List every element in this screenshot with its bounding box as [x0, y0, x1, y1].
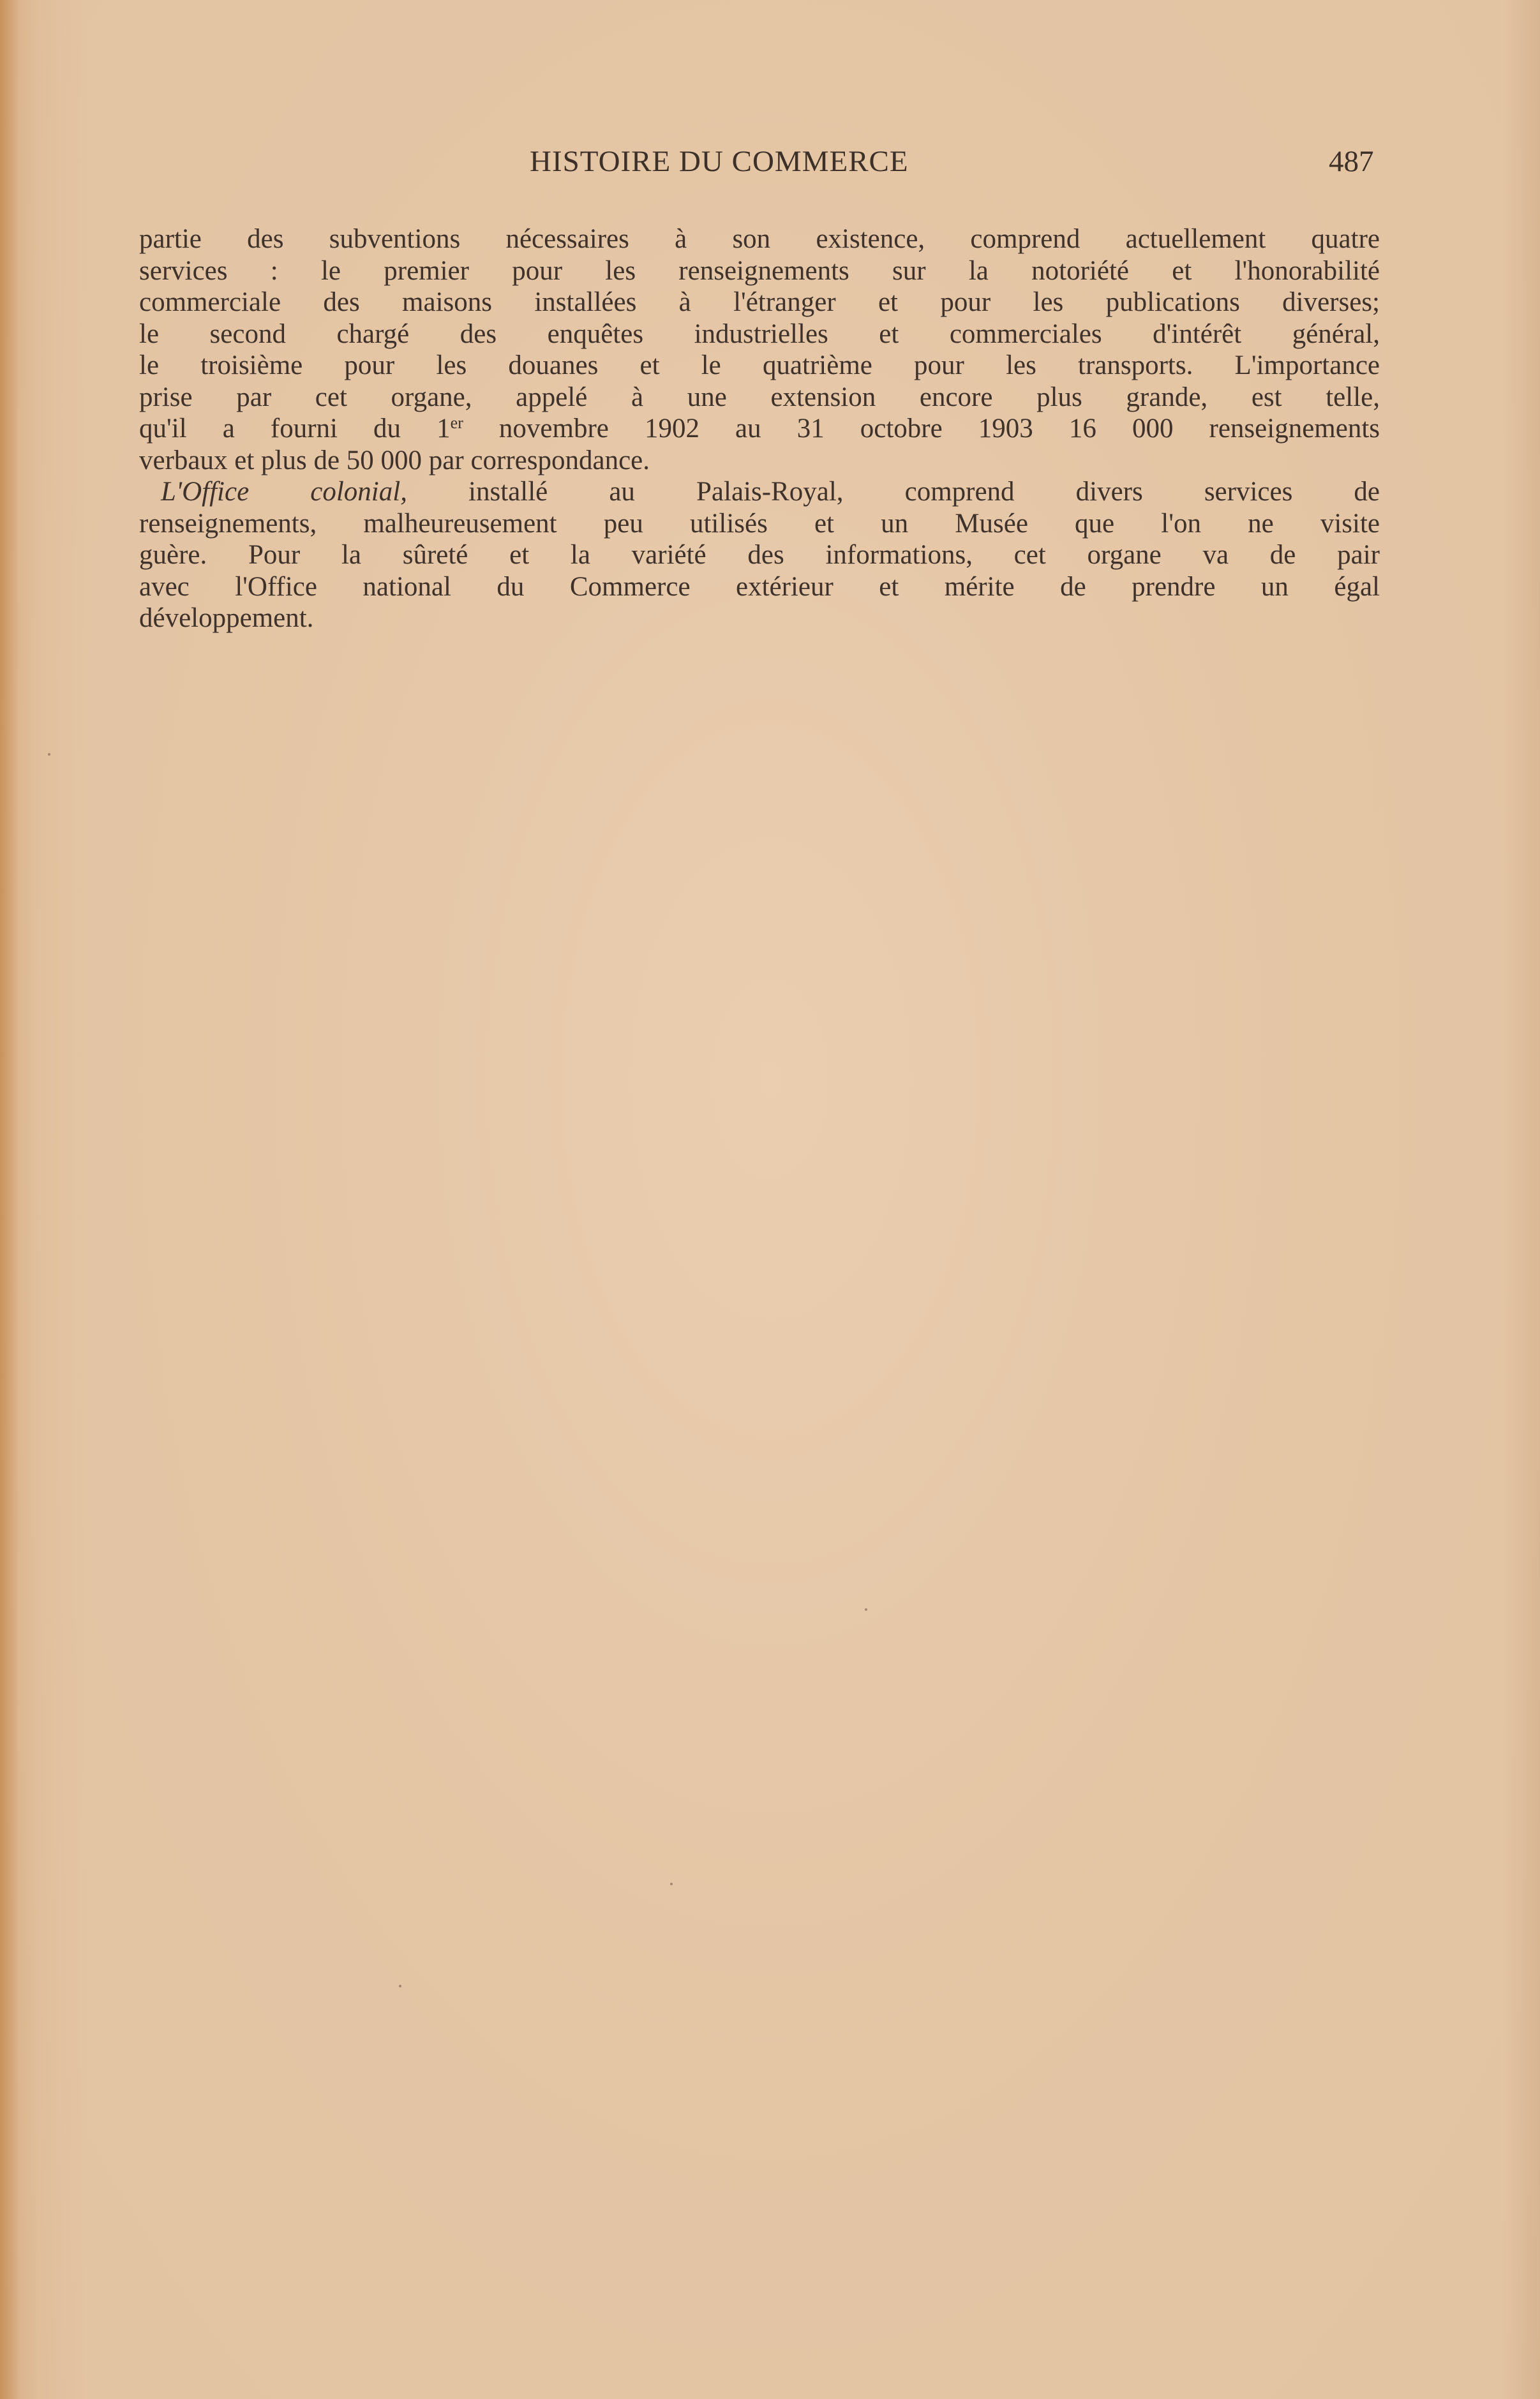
text-line: commerciale des maisons installées à l'étranger et pour les publications diverses; — [139, 287, 1380, 317]
italic-term: L'Office colonial, — [161, 477, 407, 507]
page-edge-shadow — [0, 0, 19, 2399]
text-line: le troisième pour les douanes et le quatrième pour les transports. L'importance — [139, 350, 1380, 380]
ordinal-superscript: er — [450, 414, 463, 432]
paper-speck — [399, 1985, 401, 1987]
running-head: HISTOIRE DU COMMERCE — [530, 145, 909, 178]
page-number: 487 — [1329, 145, 1374, 178]
paper-speck — [670, 1883, 673, 1885]
text-line: verbaux et plus de 50 000 par correspondance. — [139, 445, 650, 475]
paper-speck — [865, 1608, 867, 1611]
text-line: guère. Pour la sûreté et la variété des informations, cet organe va de pair — [139, 540, 1380, 570]
text-line: services : le premier pour les renseignements sur la notoriété et l'honorabilité — [139, 255, 1380, 286]
text-line: développement. — [139, 603, 314, 633]
body-text — [139, 223, 1380, 634]
text-line: renseignements, malheureusement peu utilisés et un Musée que l'on ne visite — [139, 508, 1380, 539]
text-segment: qu'il a fourni du 1 — [139, 414, 451, 444]
text-line: le second chargé des enquêtes industrielles et commerciales d'intérêt général, — [139, 318, 1380, 349]
text-line: partie des subventions nécessaires à son existence, comprend actuellement quatre — [139, 224, 1380, 254]
paper-speck — [48, 753, 50, 756]
text-line-italic-lead — [139, 476, 1380, 508]
text-line-with-superscript — [139, 413, 1380, 445]
text-line: avec l'Office national du Commerce extérieur et mérite de prendre un égal — [139, 571, 1380, 602]
text-line: prise par cet organe, appelé à une extension encore plus grande, est telle, — [139, 382, 1380, 412]
text-segment: novembre 1902 au 31 octobre 1903 16 000 renseignements — [463, 414, 1380, 444]
text-segment: installé au Palais-Royal, comprend divers services de — [407, 477, 1380, 507]
